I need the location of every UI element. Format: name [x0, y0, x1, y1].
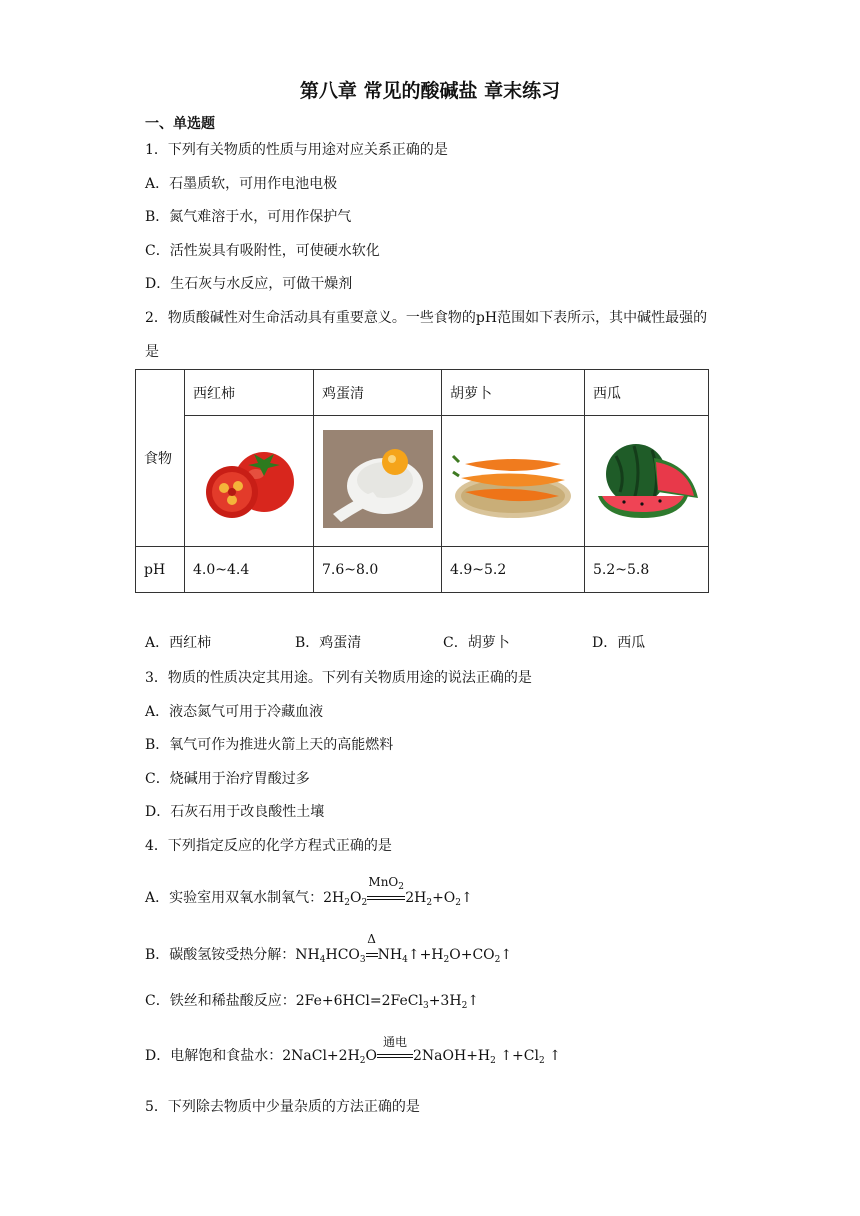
q1-stem: 1．下列有关物质的性质与用途对应关系正确的是 [145, 142, 448, 158]
q3-option-d: D．石灰石用于改良酸性土壤 [145, 804, 325, 820]
q4-option-a: A．实验室用双氧水制氧气：$2H_2O_2$ MnO$_2$ $2H_2+O_2↑$ [145, 875, 473, 908]
egg-white-image [314, 416, 442, 547]
watermelon-image [585, 416, 709, 547]
q2-option-b: B．鸡蛋清 [295, 635, 362, 651]
q1-option-c: C．活性炭具有吸附性，可使硬水软化 [145, 243, 380, 259]
condition-mno2: MnO$_2$ [368, 875, 404, 892]
food-ph-table [135, 369, 709, 593]
row-label-food: 食物 [136, 370, 185, 547]
ph-value: 7.6~8.0 [314, 547, 442, 593]
q2-option-a: A．西红柿 [145, 635, 212, 651]
q4-option-c-label: C．铁丝和稀盐酸反应： [145, 993, 296, 1009]
q5-stem: 5．下列除去物质中少量杂质的方法正确的是 [145, 1099, 420, 1115]
q1-option-b: B．氮气难溶于水，可用作保护气 [145, 209, 352, 225]
q3-option-a: A．液态氮气可用于冷藏血液 [145, 704, 324, 720]
q4-option-d-label: D．电解饱和食盐水： [145, 1048, 283, 1064]
q4-option-c: C．铁丝和稀盐酸反应：$2Fe+6HCl=2FeCl_3+3H_2↑$ [145, 993, 480, 1011]
q3-option-c: C．烧碱用于治疗胃酸过多 [145, 771, 310, 787]
carrot-image [442, 416, 585, 547]
q3-stem: 3．物质的性质决定其用途。下列有关物质用途的说法正确的是 [145, 670, 532, 686]
q2-option-d: D．西瓜 [592, 635, 646, 651]
food-name: 胡萝卜 [442, 370, 585, 416]
q4-option-b: B．碳酸氢铵受热分解：$NH_4HCO_3$ Δ $NH_4↑+H_2O+CO_2↑$ [145, 932, 513, 965]
q1-option-d: D．生石灰与水反应，可做干燥剂 [145, 276, 353, 292]
page-title: 第八章 常见的酸碱盐 章末练习 [299, 80, 561, 102]
q3-option-b: B．氧气可作为推进火箭上天的高能燃料 [145, 737, 394, 753]
q1-option-a: A．石墨质软，可用作电池电极 [145, 176, 338, 192]
food-name: 西红柿 [185, 370, 314, 416]
food-name: 西瓜 [585, 370, 709, 416]
section-heading: 一、单选题 [145, 116, 215, 132]
q2-option-c: C．胡萝卜 [443, 635, 510, 651]
tomato-image [185, 416, 314, 547]
row-label-ph: pH [136, 547, 185, 593]
food-name: 鸡蛋清 [314, 370, 442, 416]
q4-option-a-label: A．实验室用双氧水制氧气： [145, 890, 324, 906]
q4-stem: 4．下列指定反应的化学方程式正确的是 [145, 838, 392, 854]
condition-electrolysis: 通电 [382, 1035, 407, 1049]
q4-option-b-label: B．碳酸氢铵受热分解： [145, 947, 296, 963]
ph-value: 4.9~5.2 [442, 547, 585, 593]
ph-value: 4.0~4.4 [185, 547, 314, 593]
condition-heat: Δ [367, 932, 376, 946]
q4-option-d: D．电解饱和食盐水：$2NaCl+2H_2O$ 通电 $2NaOH+H_2$ $↑+Cl_2$ ↑ [145, 1035, 561, 1066]
q2-stem: 2．物质酸碱性对生命活动具有重要意义。一些食物的pH范围如下表所示，其中碱性最强的是 [145, 310, 708, 360]
ph-value: 5.2~5.8 [585, 547, 709, 593]
